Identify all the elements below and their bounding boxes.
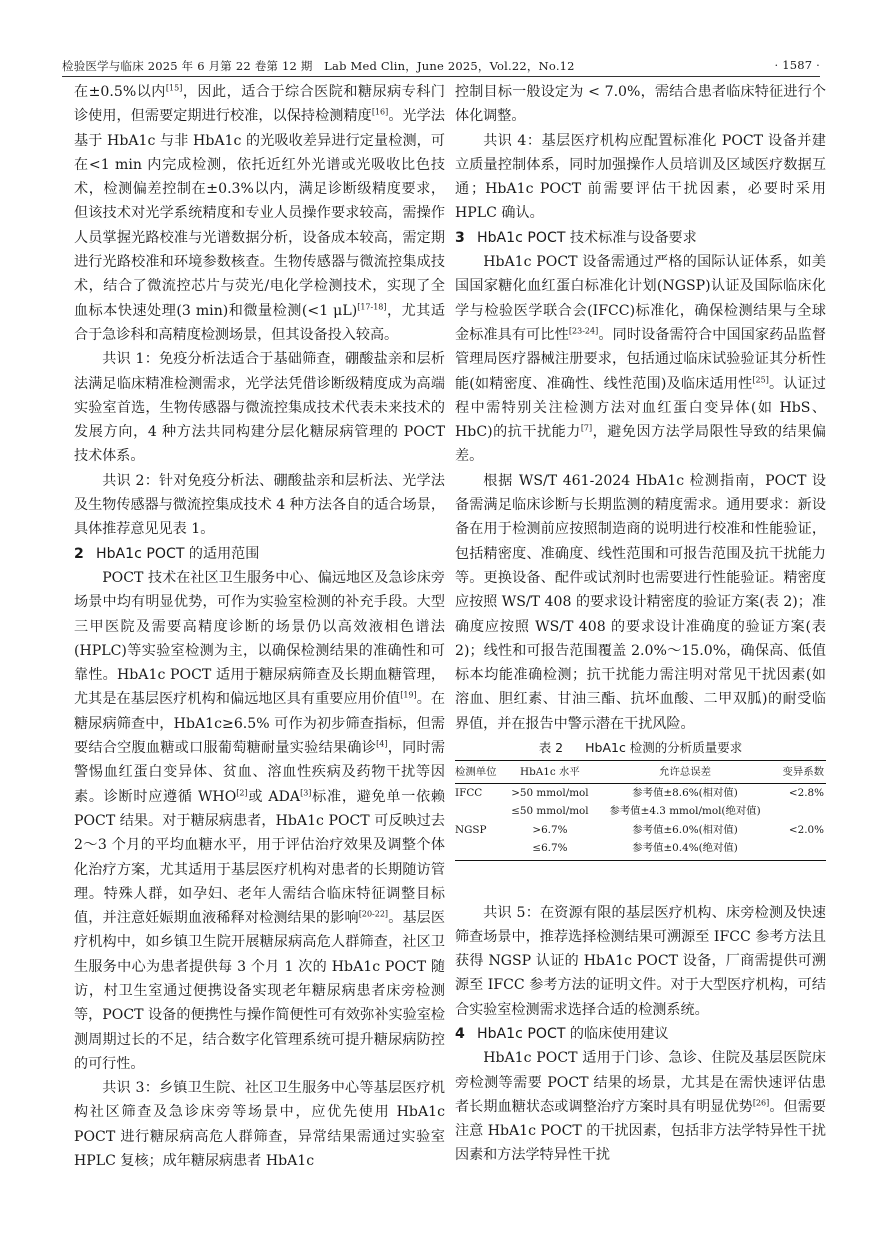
- section-heading-2: 2 HbA1c POCT 的适用范围: [74, 545, 260, 562]
- citation: [16]: [371, 107, 389, 117]
- paragraph: HbA1c POCT 适用于门诊、急诊、住院及基层医院床旁检测等需要 POCT 结果的场景，尤其是在需快速评估患者长期血糖状态或调整治疗方案时具有明显优势[26]。但需要注意 HbA1c POCT 的干扰因素，包括非方法学特异性干扰因素和方法学特异性干扰: [455, 1050, 826, 1164]
- col-header: HbA1c 水平: [504, 761, 596, 784]
- col-header: 变异系数: [774, 761, 826, 784]
- table-row: ≤6.7% 参考值±0.4%(绝对值): [455, 839, 826, 860]
- section-heading-4: 4 HbA1c POCT 的临床使用建议: [455, 1026, 669, 1042]
- right-column: [455, 80, 826, 1168]
- citation: [4]: [376, 739, 388, 749]
- left-column: [74, 80, 445, 1173]
- consensus-4: 共识 4：基层医疗机构应配置标准化 POCT 设备并建立质量控制体系，同时加强操作人员培训及区域医疗数据互通；HbA1c POCT 前需要评估干扰因素，必要时采用 HPLC 确认。: [455, 132, 826, 222]
- citation: [2]: [236, 787, 248, 797]
- journal-en: Lab Med Clin，June 2025，Vol.22，No.12: [324, 59, 575, 73]
- journal-info: [62, 58, 575, 74]
- paragraph: 根据 WS/T 461-2024 HbA1c 检测指南，POCT 设备需满足临床诊断与长期监测的精度需求。通用要求：新设备在用于检测前应按照制造商的说明进行校准和性能验证，包括精密度、准确度、线性范围和可报告范围及抗干扰能力等。更换设备、配件或试剂时也需要进行性能验证。精密度应按照 WS/T 408 的要求设计精密度的验证方案(表 2)；准确度应按照 WS/T 408 的要求设计准确度的验证方案(表 2)；线性和可报告范围覆盖 2.0%～15.0%，确保高、低值标本均能准确检测；抗干扰能力需注明对常见干扰因素(如溶血、胆红素、甘油三酯、抗坏血酸、二甲双胍)的耐受临界值，并在报告中警示潜在干扰风险。: [455, 472, 826, 732]
- citation: [3]: [300, 787, 312, 797]
- paragraph: POCT 技术在社区卫生服务中心、偏远地区及急诊床旁场景中均有明显优势，可作为实验室检测的补充手段。大型三甲医院及需要高精度诊断的场景仍以高效液相色谱法(HPLC)等实验室检测为主，以确保检测结果的准确性和可靠性。HbA1c POCT 适用于糖尿病筛查及长期血糖管理，尤其是在基层医疗机构和偏远地区具有重要应用价值[19]。在糖尿病筛查中，HbA1c≥6.5% 可作为初步筛查指标，但需要结合空腹血糖或口服葡萄糖耐量实验结果确诊[4]，同时需警惕血红蛋白变异体、贫血、溶血性疾病及药物干扰等因素。诊断时应遵循 WHO[2]或 ADA[3]标准，避免单一依赖 POCT 结果。对于糖尿病患者，HbA1c POCT 可反映过去 2～3 个月的平均血糖水平，用于评估治疗效果及调整个体化治疗方案，尤其适用于基层医疗机构对患者的长期随访管理。特殊人群，如孕妇、老年人需结合临床特征调整目标值，并注意妊娠期血液稀释对检测结果的影响[20-22]。基层医疗机构中，如乡镇卫生院开展糖尿病高危人群筛查，社区卫生服务中心为患者提供每 3 个月 1 次的 HbA1c POCT 随访，村卫生室通过便携设备实现老年糖尿病患者床旁检测等，POCT 设备的便携性与操作简便性可有效弥补实验室检测周期过长的不足，结合数字化管理系统可提升糖尿病防控的可行性。: [74, 569, 446, 1072]
- consensus-1: 共识 1：免疫分析法适合于基础筛查，硼酸盐亲和层析法满足临床精准检测需求，光学法凭借诊断级精度成为高端实验室首选，生物传感器与微流控集成技术代表未来技术的发展方向，4 种方法共同构建分层化糖尿病管理的 POCT 技术体系。: [74, 351, 445, 465]
- citation: [25]: [752, 374, 769, 384]
- header-rule: [62, 76, 820, 77]
- journal-cn: 检验医学与临床 2025 年 6 月第 22 卷第 12 期: [62, 59, 313, 73]
- citation: [19]: [400, 690, 417, 700]
- table-row: IFCC >50 mmol/mol 参考值±8.6%(相对值) <2.8%: [455, 786, 824, 799]
- paragraph: 控制目标一般设定为 < 7.0%，需结合患者临床特征进行个体化调整。: [455, 84, 826, 125]
- table-row: NGSP >6.7% 参考值±6.0%(相对值) <2.0%: [455, 823, 824, 836]
- consensus-3: 共识 3：乡镇卫生院、社区卫生服务中心等基层医疗机构社区筛查及急诊床旁等场景中，应优先使用 HbA1c POCT 进行糖尿病高危人群筛查，异常结果需通过实验室 HPLC 复核；成年糖尿病患者 HbA1c: [74, 1080, 445, 1170]
- paragraph: 在±0.5%以内[15]，因此，适合于综合医院和糖尿病专科门诊使用，但需要定期进行校准，以保持检测精度[16]。光学法基于 HbA1c 与非 HbA1c 的光吸收差异进行定量检测，可在<1 min 内完成检测，依托近红外光谱或光吸收比色技术，检测偏差控制在±0.3%以内，满足诊断级精度要求，但该技术对光学系统精度和专业人员操作要求较高，需操作人员掌握光路校准与光谱数据分析，设备成本较高，需定期进行光路校准和环境参数核查。生物传感器与微流控集成技术，结合了微流控芯片与荧光/电化学检测技术，实现了全血标本快速处理(3 min)和微量检测(<1 μL)[17-18]，尤其适合于急诊科和高精度检测场景，但其设备投入较高。: [74, 83, 446, 343]
- page-number: · 1587 ·: [774, 58, 820, 72]
- running-header: [62, 54, 820, 76]
- citation: [26]: [752, 1098, 770, 1108]
- citation: [23-24]: [568, 326, 599, 336]
- col-header: 允许总误差: [596, 761, 775, 784]
- paragraph: HbA1c POCT 设备需通过严格的国际认证体系，如美国国家糖化血红蛋白标准化计划(NGSP)认证及国际临床化学与检验医学联合会(IFCC)标准化，确保检测结果与全球金标准具有可比性[23-24]。同时设备需符合中国国家药品监督管理局医疗器械注册要求，包括通过临床试验验证其分析性能(如精密度、准确性、线性范围)及临床适用性[25]。认证过程中需特别关注检测方法对血红蛋白变异体(如 HbS、HbC)的抗干扰能力[7]，避免因方法学局限性导致的结果偏差。: [455, 254, 827, 465]
- col-header: 检测单位: [455, 761, 504, 784]
- consensus-2: 共识 2：针对免疫分析法、硼酸盐亲和层析法、光学法及生物传感器与微流控集成技术 4 种方法各自的适合场景，具体推荐意见见表 1。: [74, 472, 445, 538]
- quality-requirements-table: [455, 760, 826, 861]
- table-caption: 表 2 HbA1c 检测的分析质量要求: [538, 740, 743, 756]
- citation: [7]: [580, 423, 593, 433]
- table-row: ≤50 mmol/mol 参考值±4.3 mmol/mol(绝对值): [511, 805, 761, 818]
- table-header-row: [455, 761, 826, 784]
- citation: [17-18]: [357, 301, 387, 311]
- citation: [20-22]: [358, 909, 389, 919]
- section-heading-3: 3 HbA1c POCT 技术标准与设备要求: [455, 229, 697, 246]
- consensus-5: 共识 5：在资源有限的基层医疗机构、床旁检测及快速筛查场景中，推荐选择检测结果可溯源至 IFCC 参考方法且获得 NGSP 认证的 HbA1c POCT 设备，厂商需提供可溯源至 IFCC 参考方法的证明文件。对于大型医疗机构，可结合实验室检测需求选择合适的检测系统。: [455, 904, 826, 1018]
- citation: [15]: [165, 83, 183, 93]
